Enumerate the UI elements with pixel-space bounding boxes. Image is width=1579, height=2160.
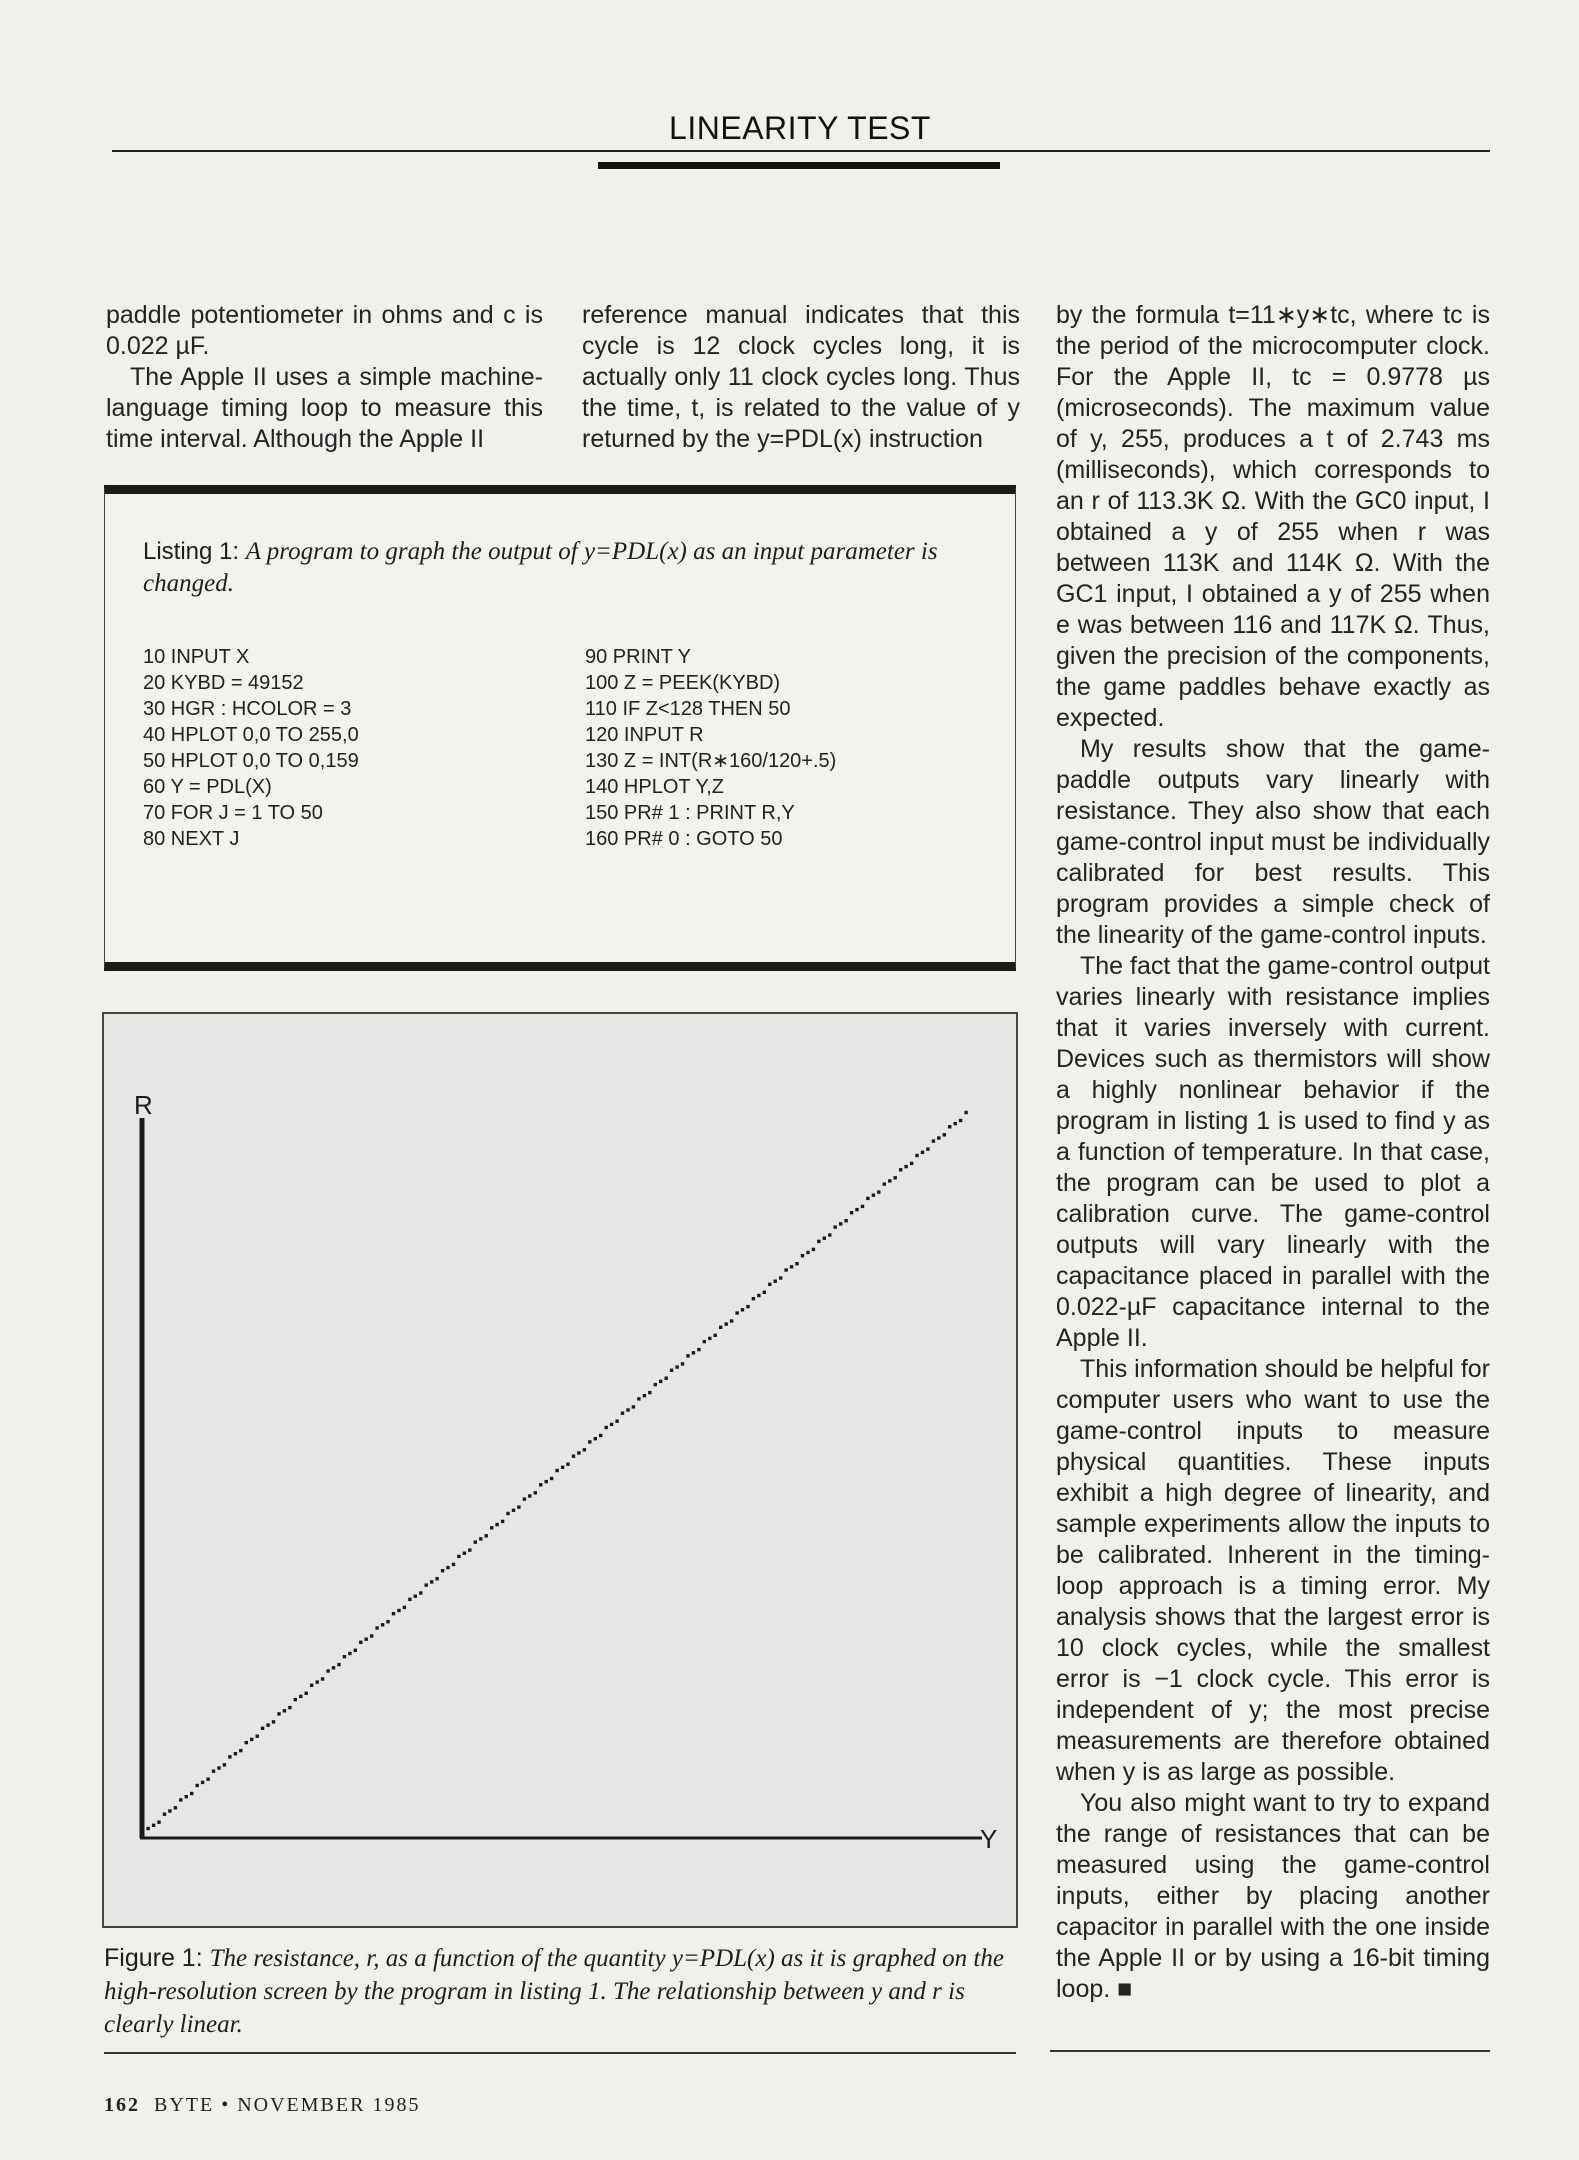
plot-point [550,1477,553,1480]
plot-point [305,1692,308,1695]
plot-point [654,1383,657,1386]
plot-point [392,1612,395,1615]
listing-caption-lead: Listing 1: [143,538,246,565]
plot-point [566,1463,569,1466]
plot-point [855,1208,858,1211]
plot-point [555,1469,558,1472]
plot-point [397,1609,400,1612]
plot-point [283,1709,286,1712]
plot-point [523,1497,526,1500]
plot-point [844,1219,847,1222]
plot-point [948,1125,951,1128]
plot-point [512,1509,515,1512]
paragraph: The Apple II uses a simple machine-language timing loop to measure this time interval. Although the Apple II [106,363,543,453]
plot-point [261,1727,264,1730]
plot-point [790,1265,793,1268]
plot-point [746,1305,749,1308]
plot-point [850,1211,853,1214]
plot-point [703,1340,706,1343]
plot-point [425,1583,428,1586]
code-line: 90 PRINT Y [585,646,691,668]
plot-point [266,1723,269,1726]
plot-point [234,1752,237,1755]
paragraph: reference manual indicates that this cycle is 12 clock cycles long, it is actually only 11 clock cycles long. Thus the time, t, is related to the value of y returned by the y=PDL(x) instruction [582,301,1020,453]
code-line: 150 PR# 1 : PRINT R,Y [585,802,795,824]
plot-point [452,1563,455,1566]
plot-point [752,1297,755,1300]
plot-point [299,1695,302,1698]
plot-point [528,1494,531,1497]
plot-point [354,1649,357,1652]
paragraph: by the formula t=11∗y∗tc, where tc is the period of the microcomputer clock. For the Apple II, tc = 0.9778 µs (microseconds). The maximum value of y, 255, produces a t of 2.743 ms (milliseconds), which corresponds to an r of 113.3K Ω. With the GC0 input, I obtained a y of 255 when r was between 113K and 114K Ω. With the GC1 input, I obtained a y of 255 when e was between 116 and 117K Ω. Thus, given the precision of the components, the game paddles behave exactly as expected. [1056,301,1490,732]
plot-point [228,1755,231,1758]
text-column-2 [582,300,1020,455]
plot-point [517,1505,520,1508]
plot-point [539,1483,542,1486]
plot-point [730,1319,733,1322]
figure-bottom-rule [104,2052,1016,2054]
code-line: 110 IF Z<128 THEN 50 [585,698,791,720]
plot-point [419,1591,422,1594]
paragraph: My results show that the game-paddle outputs vary linearly with resistance. They also show that each game-control input must be individually calibrated for best results. This program provides a simple check of the linearity of the game-control inputs. [1056,735,1490,949]
page-number: 162 [104,2094,140,2116]
plot-point [561,1466,564,1469]
plot-point [937,1136,940,1139]
plot-point [877,1190,880,1193]
plot-point [185,1795,188,1798]
plot-point [943,1133,946,1136]
column-end-rule [1050,2050,1490,2052]
x-axis-label: Y [980,1824,998,1854]
plot-point [839,1222,842,1225]
plot-point [403,1606,406,1609]
plot-point [359,1641,362,1644]
figure-caption-lead: Figure 1: [104,1944,210,1972]
header-accent-bar [598,162,1000,169]
plot-point [223,1763,226,1766]
plot-point [348,1652,351,1655]
plot-point [168,1809,171,1812]
plot-point [343,1655,346,1658]
page-footer [104,2094,420,2117]
plot-point [648,1391,651,1394]
plot-point [670,1369,673,1372]
plot-point [763,1291,766,1294]
plot-point [332,1666,335,1669]
plot-point [321,1677,324,1680]
plot-point [888,1179,891,1182]
code-line: 40 HPLOT 0,0 TO 255,0 [143,724,359,746]
plot-point [757,1294,760,1297]
plot-point [463,1552,466,1555]
plot-point [294,1698,297,1701]
plot-point [915,1154,918,1157]
plot-point [894,1176,897,1179]
listing-caption [143,536,983,600]
figure-caption-text: The resistance, r, as a function of the quantity y=PDL(x) as it is graphed on the high-resolution screen by the program in listing 1. The relationship between y and r is clearly linear. [104,1945,1004,2038]
code-column-right [585,644,836,852]
plot-point [256,1735,259,1738]
plot-point [779,1276,782,1279]
plot-point [583,1448,586,1451]
plot-point [954,1122,957,1125]
text-column-3 [1056,300,1490,2005]
paragraph: You also might want to try to expand the range of resistances that can be measured using the game-control inputs, either by placing another capacitor in parallel with the one inside the Apple II or by using a 16-bit timing loop. ■ [1056,1789,1490,2003]
plot-point [217,1766,220,1769]
plot-point [408,1598,411,1601]
y-axis-label: R [134,1090,153,1120]
plot-point [479,1537,482,1540]
plot-point [823,1237,826,1240]
plot-point [572,1455,575,1458]
plot-point [621,1412,624,1415]
plot-point [861,1205,864,1208]
figure-caption [104,1942,1016,2041]
plot-point [157,1821,160,1824]
plot-point [414,1595,417,1598]
plot-point [310,1684,313,1687]
plot-point [495,1523,498,1526]
plot-point [708,1337,711,1340]
plot-point [784,1268,787,1271]
plot-point [741,1308,744,1311]
plot-points [146,1111,967,1830]
plot-point [375,1626,378,1629]
plot-point [239,1749,242,1752]
code-line: 10 INPUT X [143,646,250,668]
plot-point [577,1451,580,1454]
plot-point [615,1420,618,1423]
plot-point [365,1638,368,1641]
plot-point [457,1555,460,1558]
paragraph: This information should be helpful for computer users who want to use the game-control inputs to measure physical quantities. These inputs exhibit a high degree of linearity, and sample experiments allow the inputs to be calibrated. Inherent in the timing-loop approach is a timing error. My analysis shows that the largest error is 10 clock cycles, while the smallest error is −1 clock cycle. This error is independent of y; the most precise measurements are therefore obtained when y is as large as possible. [1056,1355,1490,1786]
plot-point [774,1280,777,1283]
plot-point [899,1168,902,1171]
plot-point [686,1354,689,1357]
paragraph: The fact that the game-control output varies linearly with resistance implies that it varies inversely with current. Devices such as thermistors will show a highly nonlinear behavior if the program in listing 1 is used to find y as a function of temperature. In that case, the program can be used to plot a calibration curve. The game-control outputs will vary linearly with the capacitance placed in parallel with the 0.022-µF capacitance internal to the Apple II. [1056,952,1490,1352]
plot-point [795,1262,798,1265]
plot-point [381,1623,384,1626]
plot-point [659,1380,662,1383]
plot-point [588,1440,591,1443]
code-line: 140 HPLOT Y,Z [585,776,724,798]
plot-point [675,1365,678,1368]
plot-point [441,1569,444,1572]
plot-point [485,1534,488,1537]
plot-point [932,1139,935,1142]
plot-point [468,1548,471,1551]
plot-point [316,1680,319,1683]
plot-point [910,1162,913,1165]
plot-point [697,1348,700,1351]
plot-point [430,1580,433,1583]
plot-point [201,1781,204,1784]
plot-point [501,1520,504,1523]
plot-point [632,1405,635,1408]
plot-point [866,1197,869,1200]
plot-point [277,1712,280,1715]
plot-point [626,1408,629,1411]
plot-point [326,1669,329,1672]
plot-point [386,1620,389,1623]
plot-point [163,1813,166,1816]
plot-point [605,1426,608,1429]
plot-point [692,1351,695,1354]
plot-point [768,1283,771,1286]
plot-point [206,1778,209,1781]
plot-point [545,1480,548,1483]
plot-point [964,1111,967,1114]
plot-point [681,1362,684,1365]
code-column-left [143,644,359,852]
plot-point [828,1233,831,1236]
plot-point [146,1827,149,1830]
plot-point [883,1182,886,1185]
plot-point [806,1251,809,1254]
code-line: 20 KYBD = 49152 [143,672,304,694]
plot-point [174,1806,177,1809]
plot-point [288,1706,291,1709]
plot-point [812,1248,815,1251]
code-line: 100 Z = PEEK(KYBD) [585,672,781,694]
plot-point [446,1566,449,1569]
publication-info: BYTE • NOVEMBER 1985 [154,2094,421,2116]
plot-point [490,1526,493,1529]
plot-point [904,1165,907,1168]
plot-point [245,1741,248,1744]
code-line: 70 FOR J = 1 TO 50 [143,802,323,824]
plot-point [817,1240,820,1243]
plot-point [665,1377,668,1380]
plot-point [190,1792,193,1795]
plot-point [714,1334,717,1337]
code-line: 50 HPLOT 0,0 TO 0,159 [143,750,359,772]
listing-caption-text: A program to graph the output of y=PDL(x) as an input parameter is changed. [143,538,938,597]
listing-box [104,485,1016,971]
plot-point [599,1434,602,1437]
figure-box [102,1012,1018,1928]
plot-point [196,1784,199,1787]
plot-point [250,1738,253,1741]
code-line: 80 NEXT J [143,828,240,850]
plot-point [594,1437,597,1440]
figure-plot [104,1014,1016,1926]
plot-point [834,1225,837,1228]
plot-point [370,1634,373,1637]
code-line: 160 PR# 0 : GOTO 50 [585,828,783,850]
code-line: 60 Y = PDL(X) [143,776,272,798]
plot-point [725,1322,728,1325]
paragraph: paddle potentiometer in ohms and c is 0.022 µF. [106,301,543,360]
plot-point [212,1770,215,1773]
plot-point [643,1394,646,1397]
plot-point [637,1397,640,1400]
plot-point [534,1491,537,1494]
plot-point [337,1663,340,1666]
plot-point [872,1194,875,1197]
code-line: 120 INPUT R [585,724,704,746]
plot-point [506,1512,509,1515]
plot-point [719,1326,722,1329]
plot-point [272,1720,275,1723]
plot-point [926,1147,929,1150]
plot-point [735,1311,738,1314]
plot-point [152,1824,155,1827]
plot-point [179,1798,182,1801]
plot-point [801,1254,804,1257]
code-line: 130 Z = INT(R∗160/120+.5) [585,750,837,772]
plot-point [959,1119,962,1122]
header-rule [112,150,1490,152]
running-header-title: LINEARITY TEST [669,110,931,146]
code-line: 30 HGR : HCOLOR = 3 [143,698,352,720]
plot-point [610,1423,613,1426]
text-column-1 [106,300,543,455]
plot-point [474,1540,477,1543]
plot-point [921,1151,924,1154]
plot-point [435,1577,438,1580]
